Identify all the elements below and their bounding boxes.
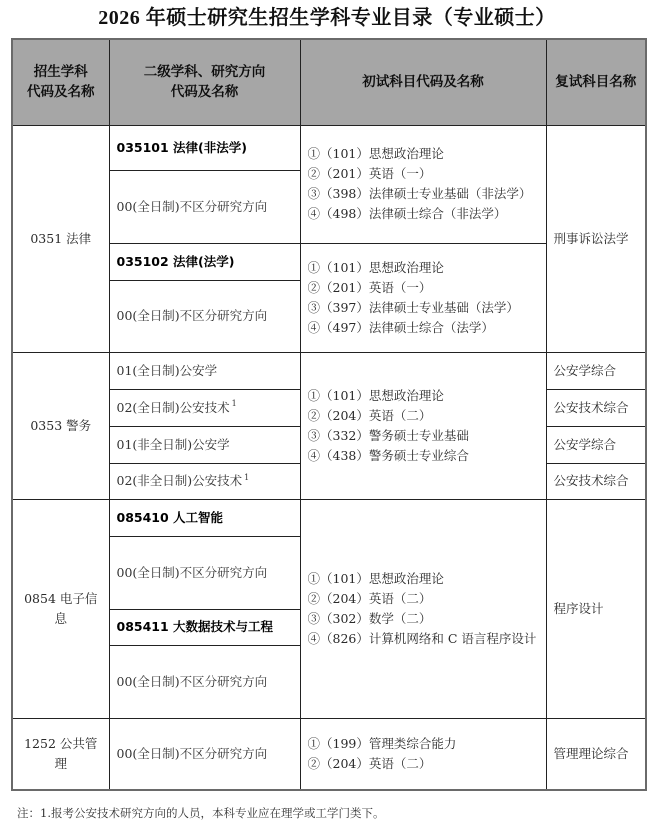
table-row: [12, 125, 646, 170]
header-initial-exam: 初试科目代码及名称: [300, 39, 546, 125]
sub-discipline-title: 085410 人工智能: [116, 509, 224, 525]
exam-line: ③（397）法律硕士专业基础（法学）: [307, 299, 519, 315]
exam-line: ③（398）法律硕士专业基础（非法学）: [307, 186, 532, 201]
sub-discipline-cell: [109, 499, 300, 536]
direction-label: 02(非全日制)公安技术: [116, 473, 243, 488]
exam-line: ④（498）法律硕士综合（非法学）: [307, 206, 507, 221]
discipline-cell: 0353 警务: [12, 352, 109, 499]
retest-cell: 公安学综合: [546, 352, 646, 389]
header-direction-line1: 二级学科、研究方向: [143, 64, 266, 81]
discipline-cell: 0854 电子信息: [12, 499, 109, 718]
exam-line: ③（332）警务硕士专业基础: [307, 427, 469, 443]
exam-line: ①（101）思想政治理论: [307, 259, 444, 275]
exam-line: ②（204）英语（二）: [307, 755, 432, 771]
direction-label: 01(非全日制)公安学: [116, 436, 230, 452]
exam-line: ②（204）英语（二）: [307, 590, 432, 606]
header-discipline: [12, 39, 109, 125]
header-direction-line2: 代码及名称: [170, 84, 239, 101]
initial-exam-cell: [300, 718, 546, 790]
sub-discipline-cell: [109, 125, 300, 170]
sub-discipline-title: 085411 大数据技术与工程: [116, 619, 274, 634]
discipline-cell: 0351 法律: [12, 125, 109, 352]
catalog-table: [11, 38, 647, 791]
exam-line: ④（438）警务硕士专业综合: [307, 447, 469, 463]
initial-exam-cell: [300, 243, 546, 352]
header-direction: [109, 39, 300, 125]
initial-exam-cell: [300, 499, 546, 718]
exam-line: ①（101）思想政治理论: [307, 387, 444, 403]
direction-cell: 00(全日制)不区分研究方向: [109, 280, 300, 352]
direction-cell: 00(全日制)不区分研究方向: [109, 645, 300, 718]
exam-line: ②（204）英语（二）: [307, 407, 432, 423]
exam-line: ②（201）英语（一）: [307, 166, 432, 181]
exam-line: ②（201）英语（一）: [307, 279, 432, 295]
exam-line: ④（826）计算机网络和 C 语言程序设计: [307, 630, 537, 646]
header-retest: 复试科目名称: [546, 39, 646, 125]
table-row: [12, 718, 646, 790]
sub-discipline-cell: [109, 243, 300, 280]
retest-cell: 刑事诉讼法学: [546, 125, 646, 352]
footnote: 注：1.报考公安技术研究方向的人员，本科专业应在理学或工学门类下。: [17, 806, 385, 820]
table-row: [12, 499, 646, 536]
direction-cell: [109, 426, 300, 463]
footnote-marker: 1: [231, 399, 237, 409]
header-discipline-line1: 招生学科: [33, 64, 88, 81]
direction-cell: [109, 352, 300, 389]
footnote-marker: 1: [244, 472, 250, 482]
exam-line: ①（101）思想政治理论: [307, 570, 444, 586]
discipline-cell: 1252 公共管理: [12, 718, 109, 790]
exam-line: ③（302）数学（二）: [307, 610, 432, 626]
direction-label: 02(全日制)公安技术: [116, 399, 230, 415]
retest-cell: 管理理论综合: [546, 718, 646, 790]
direction-cell: 00(全日制)不区分研究方向: [109, 170, 300, 243]
direction-cell: [109, 463, 300, 499]
exam-line: ①（101）思想政治理论: [307, 146, 444, 161]
sub-discipline-cell: [109, 609, 300, 645]
direction-cell: 00(全日制)不区分研究方向: [109, 536, 300, 609]
table-row: [12, 352, 646, 389]
retest-cell: 公安技术综合: [546, 463, 646, 499]
header-discipline-line2: 代码及名称: [27, 84, 95, 101]
sub-discipline-title: 035102 法律(法学): [116, 253, 235, 269]
initial-exam-cell: [300, 352, 546, 499]
sub-discipline-title: 035101 法律(非法学): [116, 139, 247, 155]
direction-cell: [109, 389, 300, 426]
retest-cell: 公安技术综合: [546, 389, 646, 426]
page-title: 2026 年硕士研究生招生学科专业目录（专业硕士）: [98, 7, 556, 29]
exam-line: ①（199）管理类综合能力: [307, 735, 457, 751]
initial-exam-cell: [300, 125, 546, 243]
retest-cell: 公安学综合: [546, 426, 646, 463]
retest-cell: 程序设计: [546, 499, 646, 718]
direction-label: 01(全日制)公安学: [116, 362, 218, 378]
exam-line: ④（497）法律硕士综合（法学）: [307, 319, 494, 335]
header-row: [12, 39, 646, 125]
direction-cell: 00(全日制)不区分研究方向: [109, 718, 300, 790]
